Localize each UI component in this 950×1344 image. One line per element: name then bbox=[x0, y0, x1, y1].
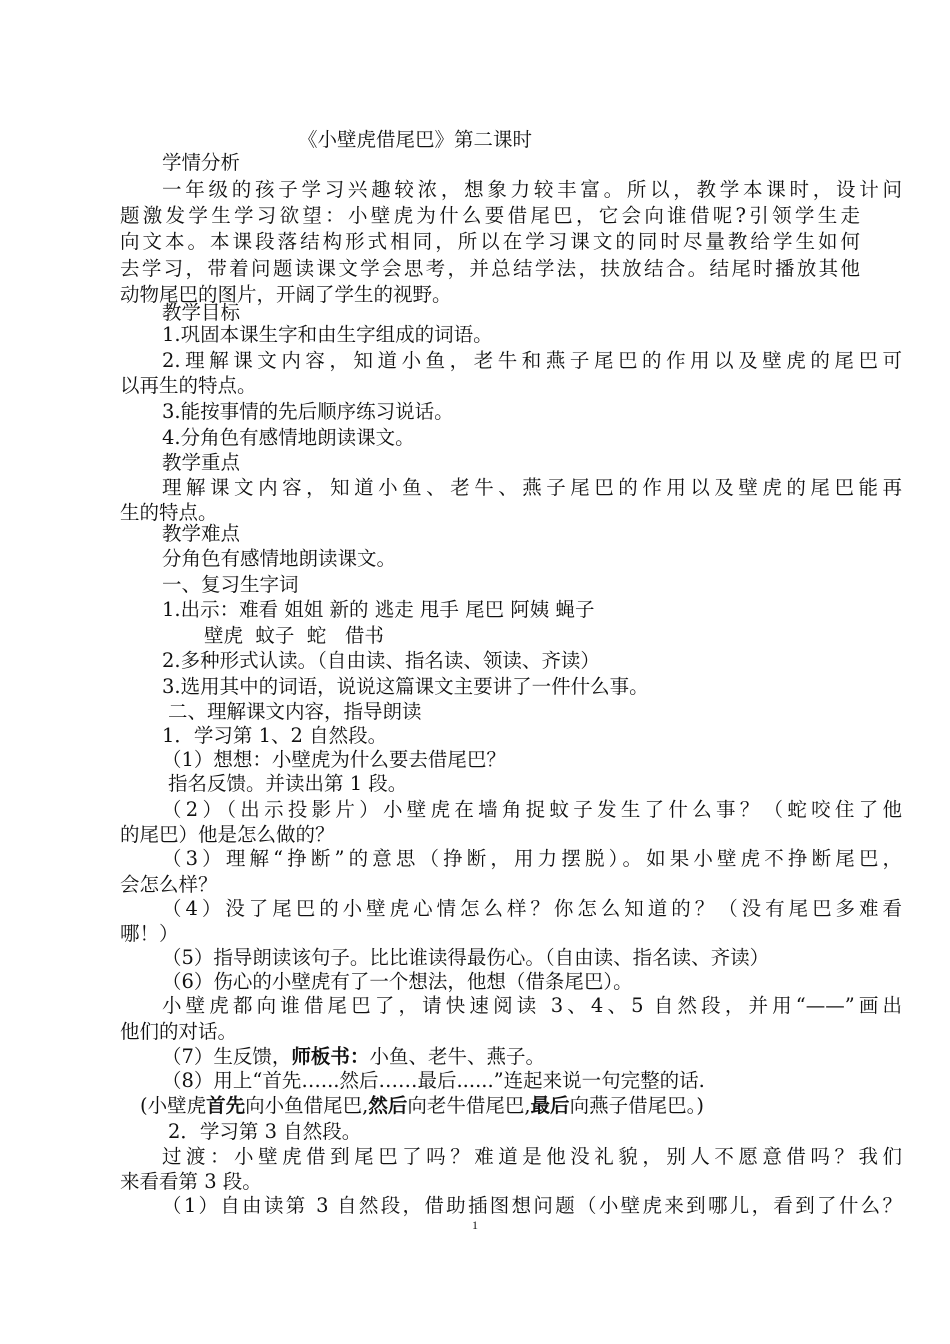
section-heading-difficulties: 教学难点 bbox=[162, 522, 241, 545]
list-item: 2.理解课文内容，知道小鱼，老牛和燕子尾巴的作用以及壁虎的尾巴可 bbox=[162, 349, 902, 372]
question-item-continuation: 哪！） bbox=[120, 922, 179, 945]
paragraph-line: 来看看第 3 段。 bbox=[120, 1170, 262, 1193]
paragraph-line: 指名反馈。并读出第 1 段。 bbox=[168, 772, 408, 795]
paragraph-line: 去学习，带着问题读课文学会思考，并总结学法，扶放结合。结尾时播放其他 bbox=[120, 257, 860, 280]
question-item: （6）伤心的小壁虎有了一个想法，他想（借条尾巴）。 bbox=[162, 970, 633, 993]
list-item: 3.能按事情的先后顺序练习说话。 bbox=[162, 400, 454, 423]
text-run: (小壁虎 bbox=[140, 1094, 207, 1117]
text-run: 向老牛借尾巴, bbox=[407, 1094, 531, 1117]
list-item: 4.分角色有感情地朗读课文。 bbox=[162, 426, 415, 449]
list-item: 1.出示：难看 姐姐 新的 逃走 甩手 尾巴 阿姨 蝇子 bbox=[162, 598, 595, 621]
paragraph-line: 过渡：小壁虎借到尾巴了吗？难道是他没礼貌，别人不愿意借吗？我们 bbox=[162, 1145, 902, 1168]
section-heading-situation-analysis: 学情分析 bbox=[162, 151, 241, 174]
question-item-continuation: 的尾巴）他是怎么做的？ bbox=[120, 823, 335, 846]
paragraph-line: 他们的对话。 bbox=[120, 1020, 238, 1043]
bold-text-run: 师板书： bbox=[291, 1045, 370, 1068]
document-title: 《小壁虎借尾巴》第二课时 bbox=[298, 128, 533, 151]
list-item-continuation: 以再生的特点。 bbox=[120, 374, 257, 397]
question-item: （4）没了尾巴的小壁虎心情怎么样？你怎么知道的？（没有尾巴多难看 bbox=[162, 897, 902, 920]
question-item: （2）（出示投影片）小壁虎在墙角捉蚊子发生了什么事？（蛇咬住了他 bbox=[162, 798, 902, 821]
bold-text-run: 首先 bbox=[206, 1094, 246, 1117]
subsection-heading: 2．学习第 3 自然段。 bbox=[168, 1120, 362, 1143]
paragraph-line: 生的特点。 bbox=[120, 501, 218, 524]
example-sentence bbox=[140, 1093, 880, 1120]
list-item: 3.选用其中的词语，说说这篇课文主要讲了一件什么事。 bbox=[162, 675, 649, 698]
paragraph-line: 理解课文内容，知道小鱼、老牛、燕子尾巴的作用以及壁虎的尾巴能再 bbox=[162, 476, 902, 499]
section-heading-understand-text: 二、理解课文内容，指导朗读 bbox=[168, 700, 422, 723]
section-heading-teaching-goals: 教学目标 bbox=[162, 301, 241, 324]
list-item: 1.巩固本课生字和由生字组成的词语。 bbox=[162, 323, 493, 346]
text-run: 向小鱼借尾巴, bbox=[245, 1094, 369, 1117]
question-item: （5）指导朗读该句子。比比谁读得最伤心。（自由读、指名读、齐读） bbox=[162, 946, 770, 969]
paragraph-line: 分角色有感情地朗读课文。 bbox=[162, 547, 397, 570]
question-item-continuation: 会怎么样？ bbox=[120, 873, 218, 896]
bold-text-run: 最后 bbox=[530, 1094, 570, 1117]
text-run: 小鱼、老牛、燕子。 bbox=[369, 1045, 545, 1068]
text-run: （7）生反馈， bbox=[162, 1045, 292, 1068]
question-item: （1）自由读第 3 自然段，借助插图想问题（小壁虎来到哪儿，看到了什么？ bbox=[162, 1194, 902, 1217]
list-item: 2.多种形式认读。（自由读、指名读、领读、齐读） bbox=[162, 649, 600, 672]
bold-text-run: 然后 bbox=[368, 1094, 408, 1117]
list-item-continuation: 壁虎 蚊子 蛇 借书 bbox=[204, 624, 384, 647]
section-heading-key-points: 教学重点 bbox=[162, 451, 241, 474]
question-item: （3）理解“挣断”的意思（挣断，用力摆脱）。如果小壁虎不挣断尾巴， bbox=[162, 847, 902, 870]
question-item bbox=[162, 1044, 902, 1071]
paragraph-line: 题激发学生学习欲望：小壁虎为什么要借尾巴，它会向谁借呢?引领学生走 bbox=[120, 204, 860, 227]
section-heading-review: 一、复习生字词 bbox=[162, 573, 299, 596]
subsection-heading: 1．学习第 1、2 自然段。 bbox=[162, 724, 388, 747]
paragraph-line: 小壁虎都向谁借尾巴了，请快速阅读 3、4、5 自然段，并用“——”画出 bbox=[162, 994, 902, 1017]
question-item: （1）想想：小壁虎为什么要去借尾巴？ bbox=[162, 748, 506, 771]
paragraph-line: 动物尾巴的图片，开阔了学生的视野。 bbox=[120, 283, 452, 306]
question-item: （8）用上“首先…...然后……最后......”连起来说一句完整的话. bbox=[162, 1069, 705, 1092]
paragraph-line: 向文本。本课段落结构形式相同，所以在学习课文的同时尽量教给学生如何 bbox=[120, 230, 860, 253]
paragraph-line: 一年级的孩子学习兴趣较浓，想象力较丰富。所以，教学本课时，设计问 bbox=[162, 178, 902, 201]
text-run: 向燕子借尾巴。) bbox=[569, 1094, 704, 1117]
page-number: 1 bbox=[472, 1218, 478, 1232]
